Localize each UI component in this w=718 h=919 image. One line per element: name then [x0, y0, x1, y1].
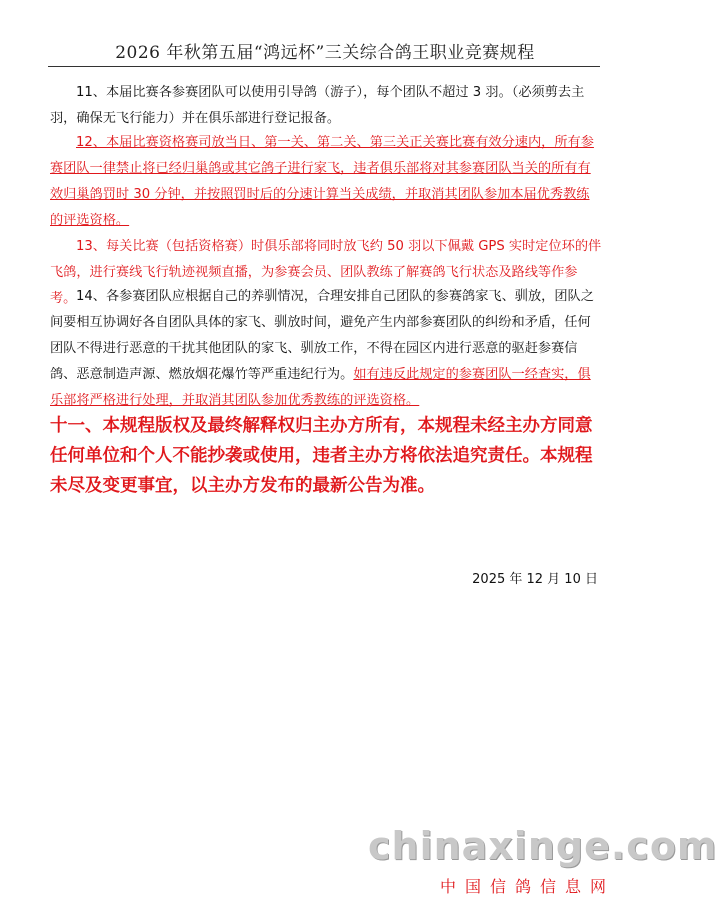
rule-paragraph-12 [50, 130, 602, 234]
watermark-subtitle: 中国信鸽信息网 [440, 877, 616, 896]
watermark-logo: chinaxinge.com [368, 824, 718, 868]
document-header-title: 2026 年秋第五届“鸿远杯”三关综合鸽王职业竞赛规程 [115, 43, 535, 63]
rule-paragraph-14 [50, 284, 602, 414]
rule-paragraph-12-text: 12、本届比赛资格赛司放当日、第一关、第二关、第三关正关赛比赛有效分速内，所有参赛团队一律禁止将已经归巢鸽或其它鸽子进行家飞，违者俱乐部将对其参赛团队当关的所有有效归巢鸽罚时 30 分钟，并按照罚时后的分速计算当关成绩，并取消其团队参加本届优秀教练的评选资格。 [50, 135, 594, 228]
rule-paragraph-11: 11、本届比赛各参赛团队可以使用引导鸽（游子），每个团队不超过 3 羽。（必须剪去主羽，确保无飞行能力）并在俱乐部进行登记报备。 [50, 85, 585, 126]
rule-paragraph-14-penalty: 如有违反此规定的参赛团队一经查实，俱乐部将严格进行处理，并取消其团队参加优秀教练的评选资格。 [50, 367, 591, 408]
section-eleven-copyright: 十一、本规程版权及最终解释权归主办方所有，本规程未经主办方同意任何单位和个人不能抄袭或使用，违者主办方将依法追究责任。本规程未尽及变更事宜，以主办方发布的最新公告为准。 [50, 416, 593, 496]
rule-paragraph-14-text: 14、各参赛团队应根据自己的养驯情况，合理安排自己团队的参赛鸽家飞、驯放，团队之间要相互协调好各自团队具体的家飞、驯放时间，避免产生内部参赛团队的纠纷和矛盾，任何团队不得进行恶意的干扰其他团队的家飞、驯放工作，不得在园区内进行恶意的驱赶参赛信鸽、恶意制造声源、燃放烟花爆竹等严重违纪行为。 [50, 289, 594, 382]
document-date: 2025 年 12 月 10 日 [472, 572, 598, 587]
header-divider [48, 66, 600, 67]
rule-paragraph-13: 13、每关比赛（包括资格赛）时俱乐部将同时放飞约 50 羽以下佩戴 GPS 实时定位环的伴飞鸽，进行赛线飞行轨迹视频直播，为参赛会员、团队教练了解赛鸽飞行状态及路线等作参考。 [50, 239, 602, 306]
